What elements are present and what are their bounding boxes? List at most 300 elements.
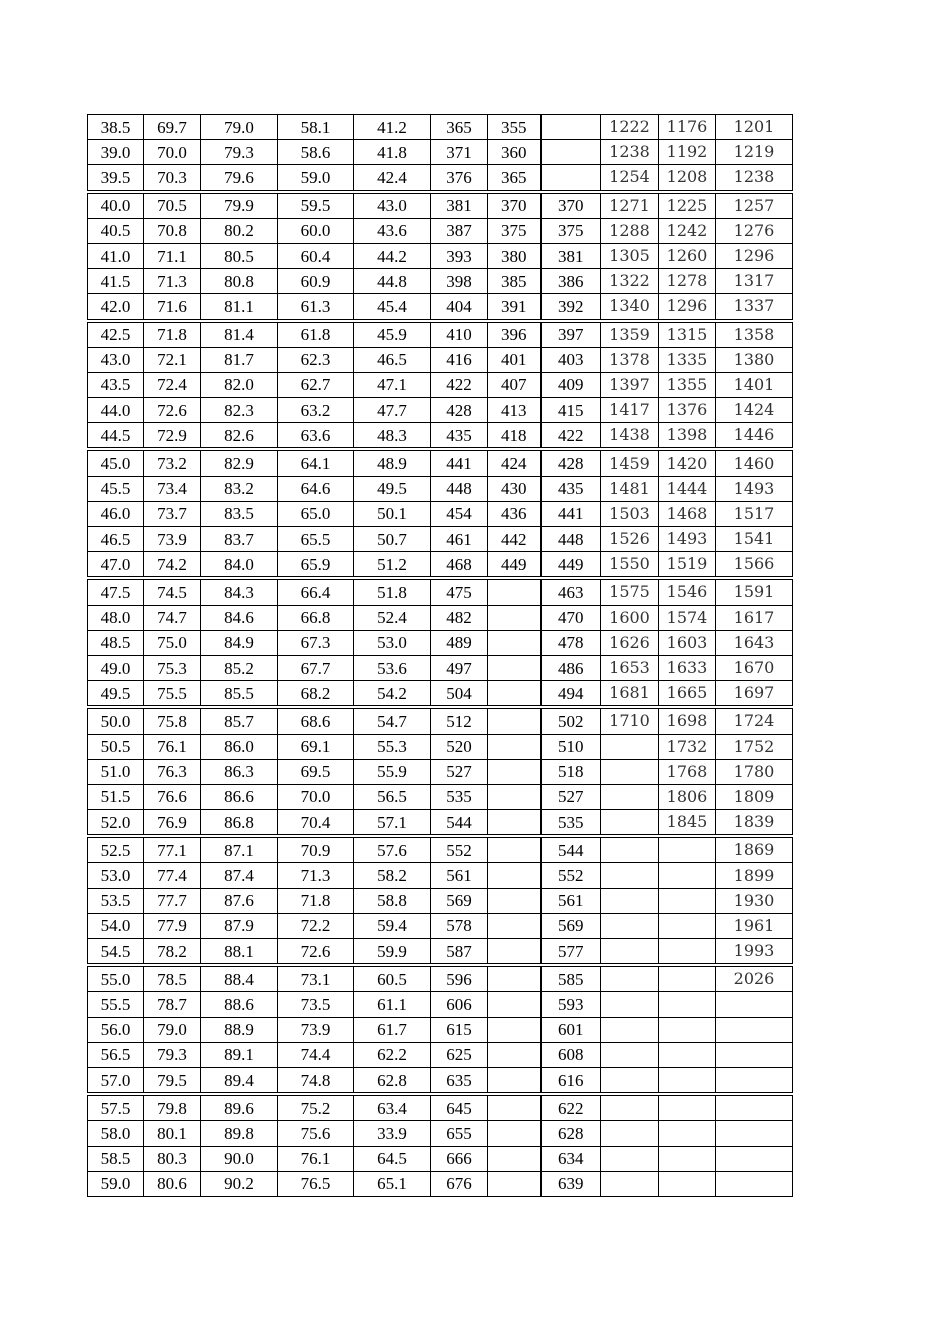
table-cell: 39.0 <box>88 140 144 165</box>
table-cell: 1420 <box>659 449 716 476</box>
table-cell: 430 <box>488 476 541 501</box>
table-cell: 1899 <box>716 863 793 888</box>
table-cell: 79.3 <box>144 1042 201 1067</box>
table-cell <box>601 810 659 837</box>
table-cell: 58.2 <box>354 863 431 888</box>
table-cell: 1201 <box>716 115 793 140</box>
table-cell: 68.6 <box>278 707 354 734</box>
table-cell: 89.8 <box>201 1121 278 1146</box>
table-cell: 59.0 <box>88 1171 144 1196</box>
table-cell <box>659 913 716 938</box>
table-cell: 1242 <box>659 218 716 243</box>
table-cell <box>488 1017 541 1042</box>
table-cell: 577 <box>541 939 601 966</box>
table-row <box>88 1094 793 1121</box>
table-cell: 608 <box>541 1042 601 1067</box>
table-cell: 73.9 <box>278 1017 354 1042</box>
table-row <box>88 1171 793 1196</box>
table-cell <box>716 1171 793 1196</box>
table-cell: 1296 <box>716 243 793 268</box>
table-cell: 58.1 <box>278 115 354 140</box>
table-cell: 1257 <box>716 192 793 219</box>
table-cell: 391 <box>488 294 541 321</box>
table-row <box>88 294 793 321</box>
table-cell: 504 <box>431 681 488 708</box>
table-cell: 527 <box>541 784 601 809</box>
table-cell: 55.0 <box>88 965 144 992</box>
table-cell <box>601 1121 659 1146</box>
table-cell: 1376 <box>659 398 716 423</box>
table-cell <box>659 1042 716 1067</box>
table-cell: 435 <box>541 476 601 501</box>
table-cell: 428 <box>431 398 488 423</box>
table-cell: 49.5 <box>354 476 431 501</box>
table-cell <box>488 810 541 837</box>
table-cell: 48.3 <box>354 423 431 450</box>
table-cell: 60.9 <box>278 269 354 294</box>
table-cell: 1424 <box>716 398 793 423</box>
table-cell: 615 <box>431 1017 488 1042</box>
table-cell: 53.0 <box>88 863 144 888</box>
table-cell: 527 <box>431 759 488 784</box>
table-cell: 578 <box>431 913 488 938</box>
table-cell: 422 <box>541 423 601 450</box>
table-row <box>88 734 793 759</box>
table-cell: 461 <box>431 527 488 552</box>
table-cell: 85.7 <box>201 707 278 734</box>
table-cell: 70.8 <box>144 218 201 243</box>
table-cell: 489 <box>431 630 488 655</box>
table-cell: 45.9 <box>354 321 431 348</box>
table-cell: 65.0 <box>278 501 354 526</box>
table-cell: 1633 <box>659 655 716 680</box>
table-cell: 1460 <box>716 449 793 476</box>
table-cell: 75.5 <box>144 681 201 708</box>
table-cell: 78.2 <box>144 939 201 966</box>
table-cell: 365 <box>431 115 488 140</box>
table-cell: 1254 <box>601 165 659 192</box>
table-cell: 57.0 <box>88 1067 144 1094</box>
table-cell: 375 <box>541 218 601 243</box>
table-cell <box>716 1042 793 1067</box>
table-cell <box>601 863 659 888</box>
table-cell: 71.8 <box>278 888 354 913</box>
table-cell: 87.1 <box>201 836 278 863</box>
table-cell: 375 <box>488 218 541 243</box>
table-cell: 46.5 <box>88 527 144 552</box>
table-cell: 90.0 <box>201 1146 278 1171</box>
table-cell: 67.3 <box>278 630 354 655</box>
table-cell: 587 <box>431 939 488 966</box>
hardness-conversion-table <box>87 114 793 1197</box>
table-cell: 404 <box>431 294 488 321</box>
table-cell: 81.4 <box>201 321 278 348</box>
table-row <box>88 1042 793 1067</box>
table-row <box>88 165 793 192</box>
table-cell: 52.4 <box>354 605 431 630</box>
table-row <box>88 423 793 450</box>
table-cell: 80.6 <box>144 1171 201 1196</box>
table-cell: 61.8 <box>278 321 354 348</box>
table-cell: 1322 <box>601 269 659 294</box>
table-cell: 72.2 <box>278 913 354 938</box>
table-cell: 51.0 <box>88 759 144 784</box>
table-cell: 1276 <box>716 218 793 243</box>
table-cell: 44.0 <box>88 398 144 423</box>
table-cell <box>716 1094 793 1121</box>
table-cell: 634 <box>541 1146 601 1171</box>
table-cell <box>541 115 601 140</box>
table-cell: 1380 <box>716 347 793 372</box>
table-cell: 552 <box>431 836 488 863</box>
table-cell <box>488 1042 541 1067</box>
table-cell: 57.5 <box>88 1094 144 1121</box>
table-cell: 57.6 <box>354 836 431 863</box>
table-cell: 58.5 <box>88 1146 144 1171</box>
table-cell <box>601 1146 659 1171</box>
table-cell <box>659 939 716 966</box>
table-cell: 1603 <box>659 630 716 655</box>
table-cell <box>659 888 716 913</box>
table-cell: 59.5 <box>278 192 354 219</box>
table-row <box>88 449 793 476</box>
table-cell: 1446 <box>716 423 793 450</box>
table-cell <box>716 1067 793 1094</box>
table-row <box>88 1146 793 1171</box>
table-cell: 38.5 <box>88 115 144 140</box>
table-cell: 1697 <box>716 681 793 708</box>
table-cell <box>488 578 541 605</box>
table-cell: 71.3 <box>144 269 201 294</box>
table-cell: 39.5 <box>88 165 144 192</box>
table-cell: 387 <box>431 218 488 243</box>
table-cell: 418 <box>488 423 541 450</box>
table-cell: 585 <box>541 965 601 992</box>
table-cell: 1335 <box>659 347 716 372</box>
table-row <box>88 1121 793 1146</box>
table-cell: 86.3 <box>201 759 278 784</box>
table-cell: 1643 <box>716 630 793 655</box>
table-cell: 68.2 <box>278 681 354 708</box>
table-row <box>88 1067 793 1094</box>
table-cell: 41.5 <box>88 269 144 294</box>
table-cell: 79.8 <box>144 1094 201 1121</box>
table-cell: 58.8 <box>354 888 431 913</box>
table-cell: 422 <box>431 372 488 397</box>
table-cell <box>659 965 716 992</box>
table-cell: 475 <box>431 578 488 605</box>
table-cell: 502 <box>541 707 601 734</box>
table-cell: 370 <box>488 192 541 219</box>
table-cell: 47.7 <box>354 398 431 423</box>
table-cell: 69.1 <box>278 734 354 759</box>
table-cell: 66.4 <box>278 578 354 605</box>
table-cell: 1575 <box>601 578 659 605</box>
table-row <box>88 863 793 888</box>
table-cell: 44.8 <box>354 269 431 294</box>
table-cell: 596 <box>431 965 488 992</box>
table-body <box>88 115 793 1197</box>
table-cell: 449 <box>541 552 601 579</box>
table-cell: 410 <box>431 321 488 348</box>
table-cell: 544 <box>431 810 488 837</box>
table-cell: 87.6 <box>201 888 278 913</box>
table-cell: 74.2 <box>144 552 201 579</box>
table-cell: 622 <box>541 1094 601 1121</box>
table-cell: 58.6 <box>278 140 354 165</box>
table-cell: 79.6 <box>201 165 278 192</box>
table-cell: 448 <box>431 476 488 501</box>
table-cell: 33.9 <box>354 1121 431 1146</box>
table-cell: 49.0 <box>88 655 144 680</box>
table-cell: 1238 <box>601 140 659 165</box>
table-cell: 1481 <box>601 476 659 501</box>
table-cell: 1378 <box>601 347 659 372</box>
table-cell: 59.0 <box>278 165 354 192</box>
table-cell: 494 <box>541 681 601 708</box>
table-cell: 61.3 <box>278 294 354 321</box>
table-cell: 84.6 <box>201 605 278 630</box>
table-cell: 70.9 <box>278 836 354 863</box>
table-cell: 72.9 <box>144 423 201 450</box>
table-cell: 1961 <box>716 913 793 938</box>
table-cell: 74.5 <box>144 578 201 605</box>
table-cell <box>541 140 601 165</box>
table-cell: 1698 <box>659 707 716 734</box>
table-cell: 606 <box>431 992 488 1017</box>
table-cell: 1681 <box>601 681 659 708</box>
table-cell: 1260 <box>659 243 716 268</box>
table-cell <box>659 1146 716 1171</box>
table-cell <box>488 605 541 630</box>
table-cell: 75.2 <box>278 1094 354 1121</box>
table-cell: 1845 <box>659 810 716 837</box>
table-cell: 463 <box>541 578 601 605</box>
table-cell: 77.7 <box>144 888 201 913</box>
table-cell <box>488 913 541 938</box>
table-cell <box>659 1017 716 1042</box>
table-cell: 75.0 <box>144 630 201 655</box>
table-cell: 1219 <box>716 140 793 165</box>
table-cell <box>488 863 541 888</box>
table-cell: 56.5 <box>88 1042 144 1067</box>
table-cell: 60.0 <box>278 218 354 243</box>
table-cell: 64.1 <box>278 449 354 476</box>
table-cell: 79.9 <box>201 192 278 219</box>
table-cell <box>659 992 716 1017</box>
table-cell: 1359 <box>601 321 659 348</box>
table-cell <box>601 888 659 913</box>
table-cell: 1417 <box>601 398 659 423</box>
table-cell: 82.0 <box>201 372 278 397</box>
table-cell: 59.4 <box>354 913 431 938</box>
table-cell: 398 <box>431 269 488 294</box>
table-cell <box>659 1067 716 1094</box>
table-cell: 82.3 <box>201 398 278 423</box>
table-cell: 55.5 <box>88 992 144 1017</box>
table-cell: 80.5 <box>201 243 278 268</box>
table-cell <box>659 1121 716 1146</box>
table-cell: 72.6 <box>144 398 201 423</box>
table-cell: 676 <box>431 1171 488 1196</box>
table-cell: 1780 <box>716 759 793 784</box>
table-cell: 365 <box>488 165 541 192</box>
table-cell: 47.1 <box>354 372 431 397</box>
table-cell: 1192 <box>659 140 716 165</box>
table-row <box>88 1017 793 1042</box>
table-cell: 78.7 <box>144 992 201 1017</box>
table-cell: 72.1 <box>144 347 201 372</box>
table-cell: 50.5 <box>88 734 144 759</box>
table-cell: 73.1 <box>278 965 354 992</box>
table-cell: 67.7 <box>278 655 354 680</box>
table-cell: 1340 <box>601 294 659 321</box>
table-cell <box>601 913 659 938</box>
table-cell: 48.5 <box>88 630 144 655</box>
table-row <box>88 218 793 243</box>
table-cell: 46.0 <box>88 501 144 526</box>
table-cell: 73.4 <box>144 476 201 501</box>
table-cell: 396 <box>488 321 541 348</box>
table-cell: 77.1 <box>144 836 201 863</box>
table-cell: 80.2 <box>201 218 278 243</box>
table-cell: 54.7 <box>354 707 431 734</box>
table-cell: 70.0 <box>278 784 354 809</box>
table-cell: 1317 <box>716 269 793 294</box>
table-cell: 1993 <box>716 939 793 966</box>
table-cell: 628 <box>541 1121 601 1146</box>
table-cell: 2026 <box>716 965 793 992</box>
table-cell <box>601 939 659 966</box>
table-cell: 75.6 <box>278 1121 354 1146</box>
table-cell: 80.1 <box>144 1121 201 1146</box>
table-cell <box>488 707 541 734</box>
table-cell <box>601 965 659 992</box>
table-cell: 50.1 <box>354 501 431 526</box>
table-cell: 1337 <box>716 294 793 321</box>
table-cell: 1752 <box>716 734 793 759</box>
table-cell: 1208 <box>659 165 716 192</box>
table-cell <box>716 1121 793 1146</box>
table-cell: 52.0 <box>88 810 144 837</box>
table-cell: 1355 <box>659 372 716 397</box>
table-cell: 1225 <box>659 192 716 219</box>
table-cell: 48.0 <box>88 605 144 630</box>
table-cell: 468 <box>431 552 488 579</box>
table-cell: 1503 <box>601 501 659 526</box>
table-cell: 59.9 <box>354 939 431 966</box>
table-cell: 56.5 <box>354 784 431 809</box>
table-cell: 71.3 <box>278 863 354 888</box>
table-cell <box>488 1067 541 1094</box>
table-cell: 518 <box>541 759 601 784</box>
table-cell: 1397 <box>601 372 659 397</box>
table-cell: 510 <box>541 734 601 759</box>
table-cell: 88.4 <box>201 965 278 992</box>
table-cell: 1768 <box>659 759 716 784</box>
table-cell: 61.1 <box>354 992 431 1017</box>
table-cell: 1176 <box>659 115 716 140</box>
table-cell: 70.4 <box>278 810 354 837</box>
table-cell: 403 <box>541 347 601 372</box>
table-cell: 71.6 <box>144 294 201 321</box>
table-cell <box>488 1121 541 1146</box>
table-cell: 89.1 <box>201 1042 278 1067</box>
table-cell: 645 <box>431 1094 488 1121</box>
table-cell <box>601 734 659 759</box>
table-cell: 76.5 <box>278 1171 354 1196</box>
table-cell: 1493 <box>659 527 716 552</box>
table-cell: 54.5 <box>88 939 144 966</box>
table-cell: 441 <box>541 501 601 526</box>
table-cell: 85.2 <box>201 655 278 680</box>
table-cell: 424 <box>488 449 541 476</box>
table-cell <box>488 734 541 759</box>
table-cell: 1238 <box>716 165 793 192</box>
table-cell: 393 <box>431 243 488 268</box>
table-cell: 40.5 <box>88 218 144 243</box>
table-cell: 71.1 <box>144 243 201 268</box>
table-cell: 51.2 <box>354 552 431 579</box>
table-cell: 45.0 <box>88 449 144 476</box>
table-row <box>88 527 793 552</box>
table-cell: 416 <box>431 347 488 372</box>
table-cell: 81.7 <box>201 347 278 372</box>
table-cell: 655 <box>431 1121 488 1146</box>
table-cell: 1459 <box>601 449 659 476</box>
table-cell: 69.5 <box>278 759 354 784</box>
table-cell: 76.1 <box>278 1146 354 1171</box>
table-cell: 1600 <box>601 605 659 630</box>
table-cell: 535 <box>541 810 601 837</box>
table-cell: 45.5 <box>88 476 144 501</box>
table-cell: 41.8 <box>354 140 431 165</box>
table-cell <box>659 1171 716 1196</box>
table-cell: 50.7 <box>354 527 431 552</box>
table-cell <box>488 992 541 1017</box>
table-cell: 478 <box>541 630 601 655</box>
table-cell <box>601 1042 659 1067</box>
table-cell: 1574 <box>659 605 716 630</box>
table-cell: 1526 <box>601 527 659 552</box>
table-cell <box>601 1171 659 1196</box>
table-cell: 616 <box>541 1067 601 1094</box>
table-cell: 1493 <box>716 476 793 501</box>
table-row <box>88 605 793 630</box>
table-cell: 43.0 <box>88 347 144 372</box>
table-cell: 64.5 <box>354 1146 431 1171</box>
table-cell: 55.3 <box>354 734 431 759</box>
table-row <box>88 476 793 501</box>
table-row <box>88 939 793 966</box>
table-cell: 76.6 <box>144 784 201 809</box>
table-cell: 376 <box>431 165 488 192</box>
table-cell: 1315 <box>659 321 716 348</box>
table-cell: 82.9 <box>201 449 278 476</box>
table-cell: 62.3 <box>278 347 354 372</box>
table-cell: 80.3 <box>144 1146 201 1171</box>
table-cell <box>488 1171 541 1196</box>
table-cell: 593 <box>541 992 601 1017</box>
table-cell: 49.5 <box>88 681 144 708</box>
table-cell: 1591 <box>716 578 793 605</box>
table-cell: 1724 <box>716 707 793 734</box>
table-cell: 1710 <box>601 707 659 734</box>
table-row <box>88 321 793 348</box>
table-cell <box>601 1017 659 1042</box>
table-cell: 85.5 <box>201 681 278 708</box>
table-cell: 401 <box>488 347 541 372</box>
